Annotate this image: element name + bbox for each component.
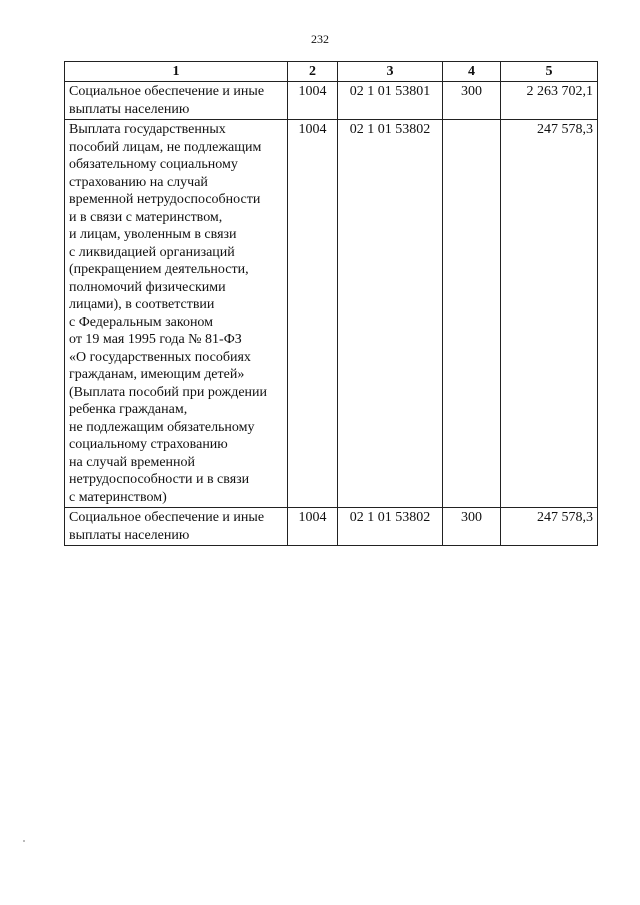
row-sum: 2 263 702,1 xyxy=(501,82,598,120)
row-name: Выплата государственных пособий лицам, не подлежащим обязательному социальному страхованию на случай временной нетрудоспособности и в связи с материнством, и лицам, уволенным в связи с ликвидацией организаций (прекращением деятельности, полномочий физическими лицами), в соответствии с Федеральным законом от 19 мая 1995 года № 81-ФЗ «О государственных пособиях гражданам, имеющим детей» (Выплата пособий при рождении ребенка гражданам, не подлежащим обязательному социальному страхованию на случай временной нетрудоспособности и в связи с материнством) xyxy=(65,120,288,508)
header-col-article: 3 xyxy=(338,62,443,82)
row-expense-type: 300 xyxy=(443,508,501,546)
header-col-sum: 5 xyxy=(501,62,598,82)
page-number: 232 xyxy=(311,32,329,46)
budget-table xyxy=(64,61,598,546)
row-section-code: 1004 xyxy=(288,508,338,546)
row-section-code: 1004 xyxy=(288,82,338,120)
header-col-type: 4 xyxy=(443,62,501,82)
row-article-code: 02 1 01 53802 xyxy=(338,120,443,508)
row-sum: 247 578,3 xyxy=(501,508,598,546)
row-name: Социальное обеспечение и иные выплаты населению xyxy=(65,508,288,546)
scan-speck xyxy=(23,840,25,842)
row-expense-type xyxy=(443,120,501,508)
row-article-code: 02 1 01 53801 xyxy=(338,82,443,120)
table-row xyxy=(65,508,598,546)
header-col-name: 1 xyxy=(65,62,288,82)
row-expense-type: 300 xyxy=(443,82,501,120)
header-row xyxy=(65,62,598,82)
row-article-code: 02 1 01 53802 xyxy=(338,508,443,546)
row-sum: 247 578,3 xyxy=(501,120,598,508)
row-section-code: 1004 xyxy=(288,120,338,508)
header-col-section: 2 xyxy=(288,62,338,82)
table-row xyxy=(65,82,598,120)
row-name: Социальное обеспечение и иные выплаты населению xyxy=(65,82,288,120)
table-row xyxy=(65,120,598,508)
